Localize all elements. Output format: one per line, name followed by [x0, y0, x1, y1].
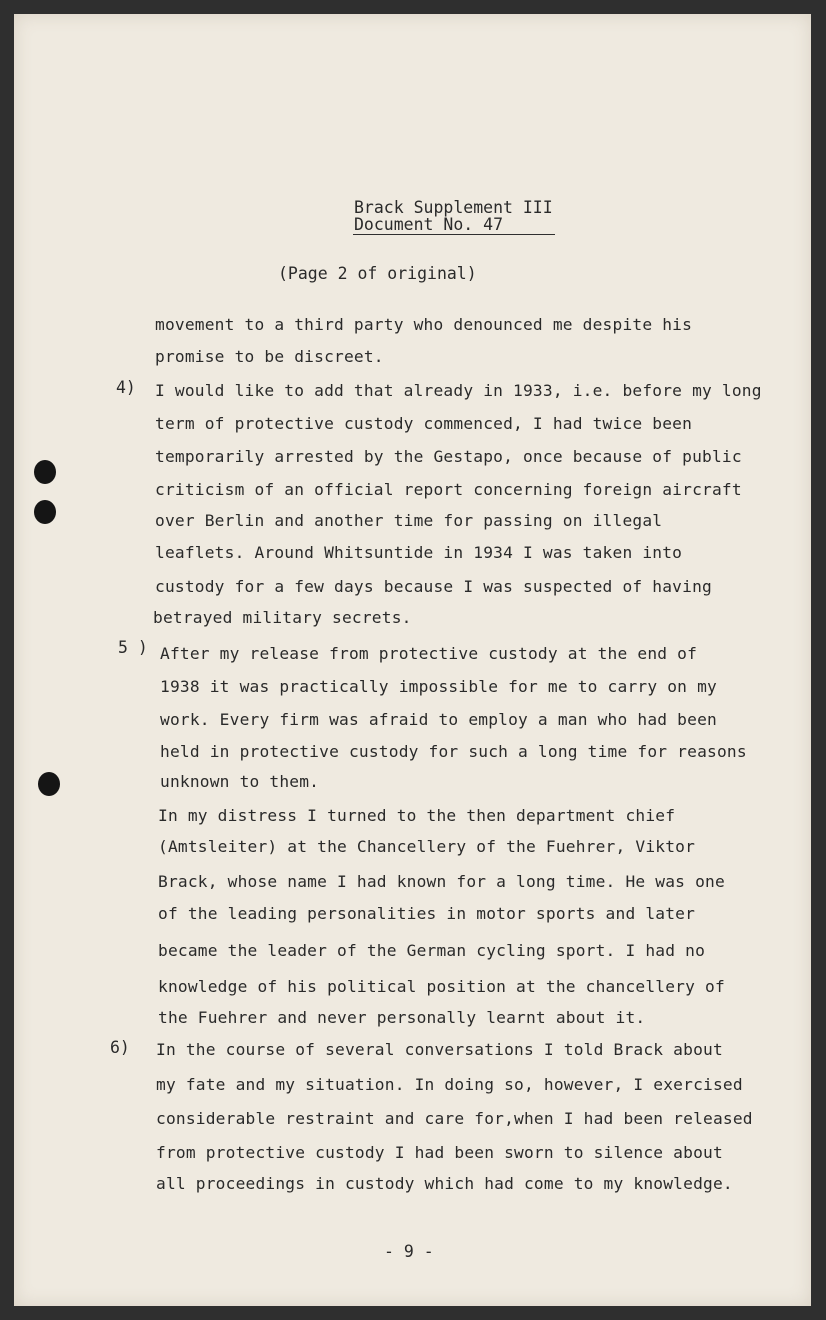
- text-line: all proceedings in custody which had come to my knowledge.: [156, 1174, 733, 1193]
- text-line: promise to be discreet.: [155, 347, 384, 366]
- punch-hole: [34, 460, 56, 484]
- paragraph-number: 5 ): [118, 638, 148, 657]
- text-line: movement to a third party who denounced me despite his: [155, 315, 693, 334]
- text-line: unknown to them.: [160, 772, 320, 791]
- text-line: knowledge of his political position at the chancellery of: [158, 977, 725, 996]
- text-line: custody for a few days because I was suspected of having: [155, 577, 712, 596]
- text-line: considerable restraint and care for,when I had been released: [156, 1109, 753, 1128]
- text-line: became the leader of the German cycling sport. I had no: [158, 941, 706, 960]
- text-line: (Amtsleiter) at the Chancellery of the Fuehrer, Viktor: [158, 837, 696, 856]
- page-number: - 9 -: [384, 1242, 434, 1261]
- text-line: criticism of an official report concerning foreign aircraft: [155, 480, 742, 499]
- text-line: In my distress I turned to the then department chief: [158, 806, 676, 825]
- text-line: from protective custody I had been sworn to silence about: [156, 1143, 723, 1162]
- text-line: Brack, whose name I had known for a long time. He was one: [158, 872, 725, 891]
- text-line: betrayed military secrets.: [153, 608, 412, 627]
- text-line: 1938 it was practically impossible for me to carry on my: [160, 677, 717, 696]
- text-line: over Berlin and another time for passing on illegal: [155, 511, 663, 530]
- text-line: I would like to add that already in 1933, i.e. before my long: [155, 381, 762, 400]
- text-line: After my release from protective custody at the end of: [160, 644, 698, 663]
- text-line: held in protective custody for such a long time for reasons: [160, 742, 747, 761]
- document-number: Document No. 47: [354, 215, 504, 234]
- text-line: leaflets. Around Whitsuntide in 1934 I was taken into: [155, 543, 683, 562]
- document-page: [14, 14, 811, 1306]
- text-line: term of protective custody commenced, I had twice been: [155, 414, 693, 433]
- text-line: of the leading personalities in motor sports and later: [158, 904, 696, 923]
- paragraph-number: 6): [110, 1038, 130, 1057]
- text-line: work. Every firm was afraid to employ a man who had been: [160, 710, 717, 729]
- punch-hole: [38, 772, 60, 796]
- paragraph-number: 4): [116, 378, 136, 397]
- text-line: my fate and my situation. In doing so, however, I exercised: [156, 1075, 743, 1094]
- text-line: the Fuehrer and never personally learnt about it.: [158, 1008, 646, 1027]
- document-title: Brack Supplement III: [354, 198, 553, 217]
- text-line: In the course of several conversations I told Brack about: [156, 1040, 723, 1059]
- page-reference: (Page 2 of original): [278, 264, 477, 283]
- text-line: temporarily arrested by the Gestapo, once because of public: [155, 447, 742, 466]
- punch-hole: [34, 500, 56, 524]
- header-underline: [353, 234, 555, 235]
